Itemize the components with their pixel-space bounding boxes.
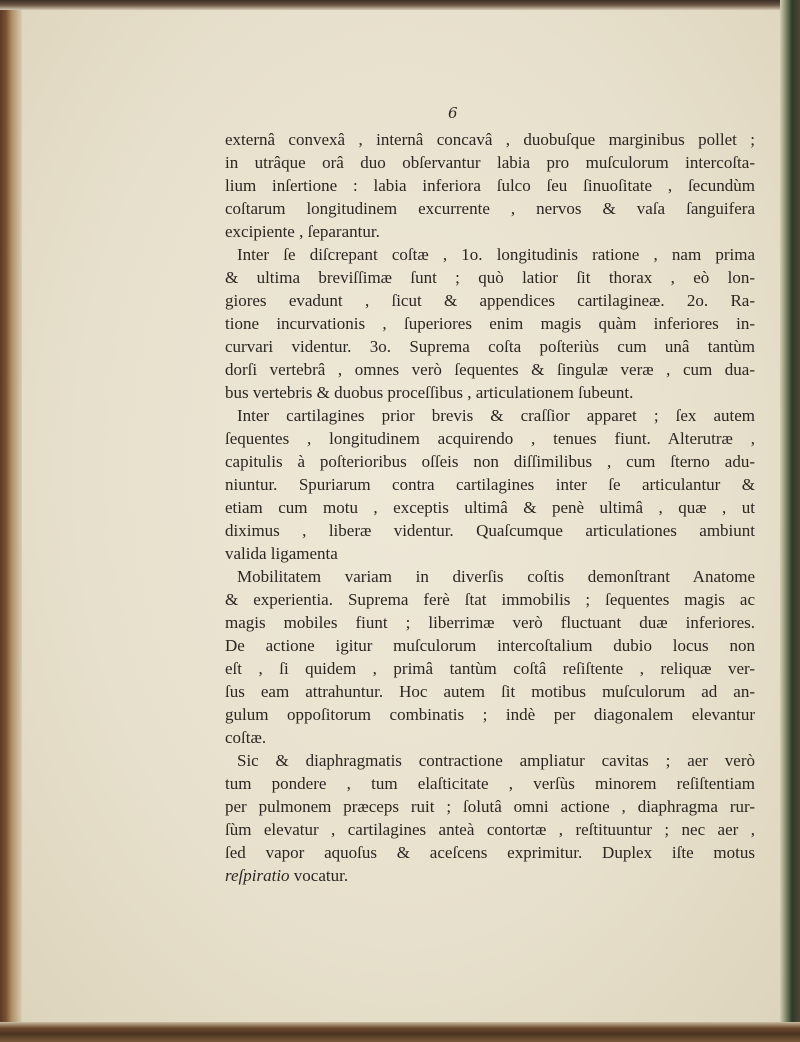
- text-line: eſt , ſi quidem , primâ tantùm coſtâ reſiſtente , reliquæ ver-: [225, 659, 755, 678]
- text-line: giores evadunt , ſicut & appendices cartilagineæ. 2o. Ra-: [225, 291, 755, 310]
- text-line: excipiente , ſeparantur.: [225, 222, 380, 241]
- left-binding-edge: [0, 0, 22, 1042]
- bottom-edge: [0, 1022, 800, 1042]
- text-line: ſequentes , longitudinem acquirendo , tenues fiunt. Alterutræ ,: [225, 429, 755, 448]
- right-edge: [780, 0, 800, 1042]
- text-line: ſùm elevatur , cartilagines anteà contortæ , reſtituuntur ; nec aer ,: [225, 820, 755, 839]
- italic-word: reſpiratio: [225, 866, 290, 885]
- text-line: tione incurvationis , ſuperiores enim magis quàm inferiores in-: [225, 314, 755, 333]
- text-line: externâ convexâ , internâ concavâ , duobuſque marginibus pollet ;: [225, 130, 755, 149]
- text-line: tum pondere , tum elaſticitate , verſùs minorem reſiſtentiam: [225, 774, 755, 793]
- text-line: Inter ſe diſcrepant coſtæ , 1o. longitudinis ratione , nam prima: [237, 245, 755, 264]
- text-line: gulum oppoſitorum combinatis ; indè per diagonalem elevantur: [225, 705, 755, 724]
- text-line: magis mobiles fiunt ; liberrimæ verò fluctuant duæ inferiores.: [225, 613, 755, 632]
- page-number: 6: [448, 104, 458, 122]
- text-line: per pulmonem præceps ruit ; ſolutâ omni actione , diaphragma rur-: [225, 797, 755, 816]
- text-line: Inter cartilagines prior brevis & craſſior apparet ; ſex autem: [237, 406, 755, 425]
- text-line: & ultima breviſſimæ ſunt ; quò latior ſit thorax , eò lon-: [225, 268, 755, 287]
- text-line: Sic & diaphragmatis contractione ampliatur cavitas ; aer verò: [237, 751, 755, 770]
- last-line-rest: vocatur.: [289, 866, 349, 885]
- text-line: dorſi vertebrâ , omnes verò ſequentes & ſingulæ veræ , cum dua-: [225, 360, 755, 379]
- text-line: Mobilitatem variam in diverſis coſtis demonſtrant Anatome: [237, 567, 755, 586]
- text-line: De actione igitur muſculorum intercoſtalium dubio locus non: [225, 636, 755, 655]
- text-line-last: [225, 864, 755, 887]
- text-line: niuntur. Spuriarum contra cartilagines inter ſe articulantur &: [225, 475, 755, 494]
- text-line: ſus eam attrahuntur. Hoc autem ſit motibus muſculorum ad an-: [225, 682, 755, 701]
- text-line: coſtarum longitudinem excurrente , nervos & vaſa ſanguifera: [225, 199, 755, 218]
- text-line: & experientia. Suprema ferè ſtat immobilis ; ſequentes magis ac: [225, 590, 755, 609]
- text-line: valida ligamenta: [225, 544, 338, 563]
- text-line: in utrâque orâ duo obſervantur labia pro muſculorum intercoſta-: [225, 153, 755, 172]
- body-text: [225, 128, 755, 887]
- text-line: curvari videntur. 3o. Suprema coſta poſteriùs cum unâ tantùm: [225, 337, 755, 356]
- text-line: capitulis à poſterioribus oſſeis non diſſimilibus , cum ſterno adu-: [225, 452, 755, 471]
- text-line: ſed vapor aquoſus & aceſcens exprimitur. Duplex iſte motus: [225, 843, 755, 862]
- top-edge: [0, 0, 800, 10]
- text-line: coſtæ.: [225, 728, 267, 747]
- text-line: diximus , liberæ videntur. Quaſcumque articulationes ambiunt: [225, 521, 755, 540]
- text-line: bus vertebris & duobus proceſſibus , articulationem ſubeunt.: [225, 383, 634, 402]
- text-line: etiam cum motu , exceptis ultimâ & penè ultimâ , quæ , ut: [225, 498, 755, 517]
- text-line: lium inſertione : labia inferiora ſulco ſeu ſinuoſitate , ſecundùm: [225, 176, 755, 195]
